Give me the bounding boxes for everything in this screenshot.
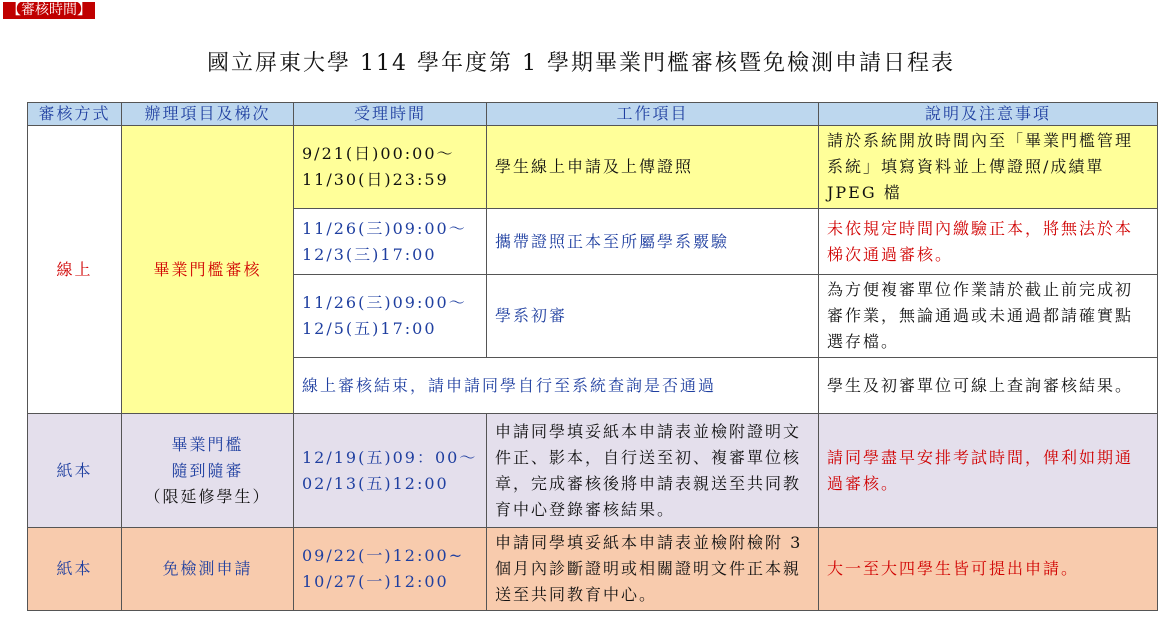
schedule-table <box>27 102 1158 611</box>
time-end: 12/3(三)17:00 <box>302 244 437 264</box>
note-cell: 學生及初審單位可線上查詢審核結果。 <box>819 358 1158 414</box>
table-row <box>28 414 1158 528</box>
note-cell: 請同學盡早安排考試時間，俾利如期通過審核。 <box>819 414 1158 528</box>
time-end: 10/27(一)12:00 <box>302 572 449 591</box>
paper-item-cell <box>122 414 294 528</box>
work-cell: 申請同學填妥紙本申請表並檢附證明文件正、影本，自行送至初、複審單位核章，完成審核後將申請表親送至共同教育中心登錄審核結果。 <box>487 414 819 528</box>
work-cell: 攜帶證照正本至所屬學系覈驗 <box>487 209 819 275</box>
time-end: 12/5(五)17:00 <box>302 319 437 338</box>
online-item-cell: 畢業門檻審核 <box>122 126 294 414</box>
section-tag: 【審核時間】 <box>3 2 95 19</box>
paper-item-line: （限延修學生） <box>144 486 271 506</box>
paper-method-cell: 紙本 <box>28 414 122 528</box>
time-cell <box>294 275 487 358</box>
time-start: 12/19(五)09：00～ <box>302 447 478 467</box>
header-note: 說明及注意事項 <box>819 103 1158 126</box>
online-method-cell: 線上 <box>28 126 122 414</box>
time-start: 11/26(三)09:00～ <box>302 218 467 238</box>
time-start: 9/21(日)00:00～ <box>302 144 455 163</box>
work-cell: 學生線上申請及上傳證照 <box>487 126 819 209</box>
table-row <box>28 528 1158 611</box>
paper-item-line: 隨到隨審 <box>171 460 244 480</box>
time-cell <box>294 126 487 209</box>
header-time: 受理時間 <box>294 103 487 126</box>
note-cell: 為方便複審單位作業請於截止前完成初審作業，無論通過或未通過都請確實點選存檔。 <box>819 275 1158 358</box>
note-cell: 未依規定時間內繳驗正本，將無法於本梯次通過審核。 <box>819 209 1158 275</box>
time-end: 11/30(日)23:59 <box>302 170 449 189</box>
online-end-cell: 線上審核結束，請申請同學自行至系統查詢是否通過 <box>294 358 819 414</box>
time-cell <box>294 414 487 528</box>
page-title: 國立屏東大學 114 學年度第 1 學期畢業門檻審核暨免檢測申請日程表 <box>207 51 955 76</box>
time-start: 11/26(三)09:00～ <box>302 293 467 312</box>
paper-item-line: 畢業門檻 <box>171 434 244 454</box>
header-row <box>28 103 1158 126</box>
header-item: 辦理項目及梯次 <box>122 103 294 126</box>
work-cell: 學系初審 <box>487 275 819 358</box>
header-work: 工作項目 <box>487 103 819 126</box>
time-end: 02/13(五)12:00 <box>302 473 449 493</box>
note-cell: 請於系統開放時間內至「畢業門檻管理系統」填寫資料並上傳證照/成績單 JPEG 檔 <box>819 126 1158 209</box>
time-cell <box>294 209 487 275</box>
work-cell: 申請同學填妥紙本申請表並檢附檢附 3 個月內診斷證明或相關證明文件正本親送至共同教育中心。 <box>487 528 819 611</box>
paper-method-cell: 紙本 <box>28 528 122 611</box>
time-cell <box>294 528 487 611</box>
paper-item-cell: 免檢測申請 <box>122 528 294 611</box>
note-cell: 大一至大四學生皆可提出申請。 <box>819 528 1158 611</box>
time-start: 09/22(一)12:00~ <box>302 546 465 565</box>
header-method: 審核方式 <box>28 103 122 126</box>
table-row <box>28 126 1158 209</box>
